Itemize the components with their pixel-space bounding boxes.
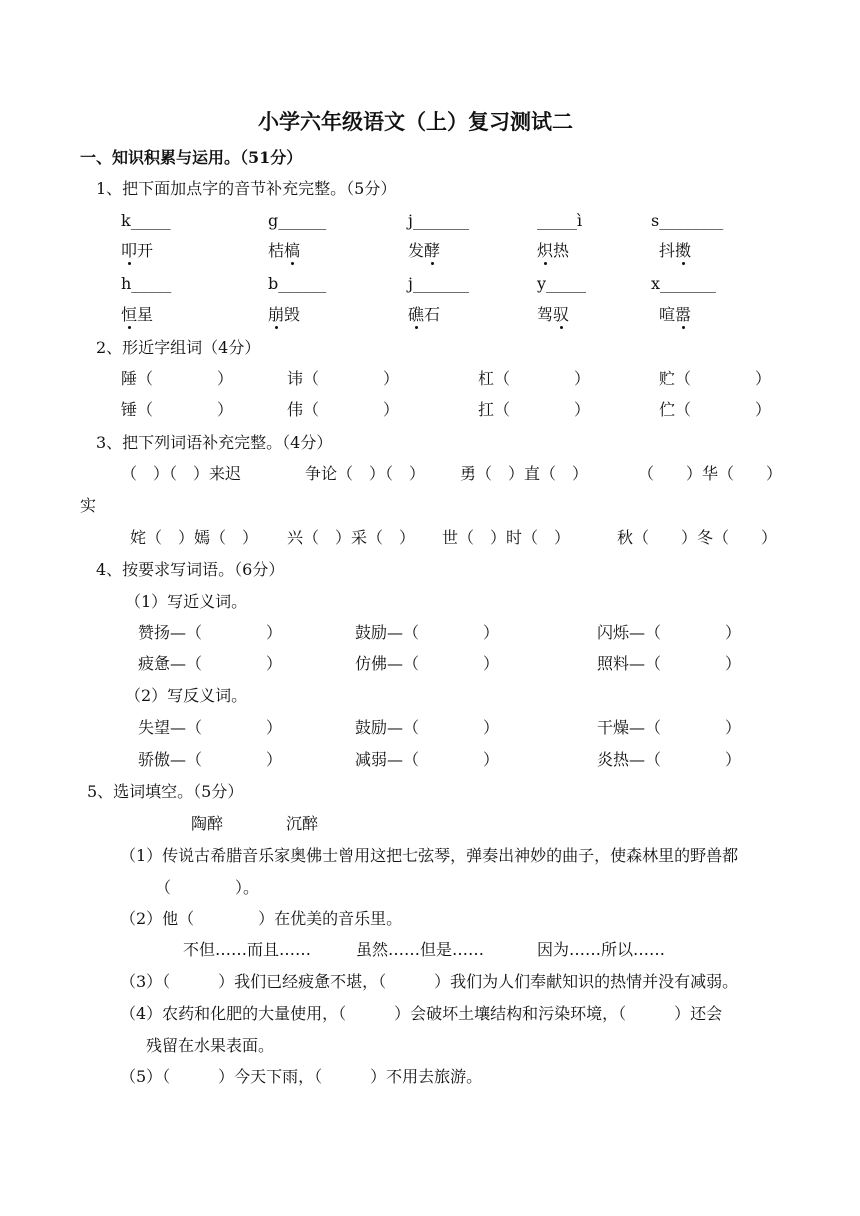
fill-item[interactable]: 扛（ ） [478, 400, 591, 419]
fill-item[interactable]: 勇（ ）直（ ） [460, 464, 589, 483]
dotted-char: 叩 [121, 241, 138, 260]
fill-item[interactable]: 照料—（ ） [597, 654, 742, 673]
fill-item[interactable]: 兴（ ）采（ ） [287, 528, 416, 547]
question-1-label: 1、把下面加点字的音节补充完整。（5分） [96, 179, 397, 198]
fill-item[interactable]: 炎热—（ ） [597, 750, 742, 769]
dotted-char: 槁 [284, 241, 301, 260]
word-choice: 不但……而且…… [183, 940, 312, 959]
pinyin-blank[interactable]: s________ [651, 211, 724, 230]
fill-item[interactable]: （ ）华（ ） [638, 464, 783, 483]
word-item: 礁石 [408, 305, 441, 324]
fill-item[interactable]: 疲惫—（ ） [138, 654, 283, 673]
pinyin-blank[interactable]: x_______ [651, 274, 717, 293]
pinyin-blank[interactable]: y_____ [537, 274, 587, 293]
dotted-char: 炽 [537, 241, 554, 260]
page-title: 小学六年级语文（上）复习测试二 [258, 109, 573, 134]
sentence: （1）传说古希腊音乐家奥佛士曾用这把七弦琴，弹奏出神妙的曲子，使森林里的野兽都 [120, 846, 739, 865]
fill-item[interactable]: 干燥—（ ） [597, 718, 742, 737]
word-item: 桔槁 [268, 241, 301, 260]
word-item: 抖擞 [659, 241, 692, 260]
word-item: 恒星 [121, 305, 154, 324]
pinyin-blank[interactable]: g______ [268, 211, 327, 230]
word-choice: 陶醉 [191, 814, 224, 833]
sub-label: （1）写近义词。 [125, 592, 248, 611]
dotted-char: 恒 [121, 305, 138, 324]
fill-item[interactable]: 杠（ ） [478, 369, 591, 388]
word-item: 喧嚣 [659, 305, 692, 324]
fill-item[interactable]: （ ）（ ）来迟 [121, 464, 242, 483]
dotted-char: 嚣 [675, 305, 692, 324]
fill-item[interactable]: 世（ ）时（ ） [442, 528, 571, 547]
word-item: 发酵 [408, 241, 441, 260]
word-choice: 沉醉 [286, 814, 319, 833]
question-3-label: 3、把下列词语补充完整。（4分） [96, 433, 333, 452]
sentence[interactable]: （5）（ ）今天下雨，（ ）不用去旅游。 [120, 1067, 483, 1086]
sub-label: （2）写反义词。 [125, 686, 248, 705]
sentence[interactable]: （4）农药和化肥的大量使用，（ ）会破坏土壤结构和污染环境，（ ）还会 [120, 1004, 723, 1023]
section-heading: 一、知识积累与运用。（51分） [80, 148, 303, 167]
sentence[interactable]: （3）（ ）我们已经疲惫不堪，（ ）我们为人们奉献知识的热情并没有减弱。 [120, 972, 739, 991]
fill-item[interactable]: 伟（ ） [287, 400, 400, 419]
fill-item[interactable]: 陲（ ） [121, 369, 234, 388]
fill-item[interactable]: 鼓励—（ ） [355, 623, 500, 642]
sentence[interactable]: （2）他（ ）在优美的音乐里。 [120, 909, 403, 928]
wrapped-text: 实 [80, 496, 97, 515]
dotted-char: 驭 [553, 305, 570, 324]
fill-item[interactable]: 减弱—（ ） [355, 750, 500, 769]
word-item: 崩毁 [268, 305, 301, 324]
pinyin-blank[interactable]: k_____ [121, 211, 171, 230]
word-item: 驾驭 [537, 305, 570, 324]
sentence: 残留在水果表面。 [146, 1036, 275, 1055]
fill-item[interactable]: 锤（ ） [121, 400, 234, 419]
word-choice: 虽然……但是…… [356, 940, 485, 959]
pinyin-blank[interactable]: h_____ [121, 274, 172, 293]
word-item: 叩开 [121, 241, 154, 260]
sentence-blank[interactable]: （ ）。 [155, 878, 260, 897]
fill-item[interactable]: 骄傲—（ ） [138, 750, 283, 769]
fill-item[interactable]: 伫（ ） [659, 400, 772, 419]
fill-item[interactable]: 失望—（ ） [138, 718, 283, 737]
word-item: 炽热 [537, 241, 570, 260]
fill-item[interactable]: 争论（ ）（ ） [305, 464, 426, 483]
dotted-char: 礁 [408, 305, 425, 324]
fill-item[interactable]: 仿佛—（ ） [355, 654, 500, 673]
question-4-label: 4、按要求写词语。（6分） [96, 560, 285, 579]
dotted-char: 酵 [424, 241, 441, 260]
fill-item[interactable]: 姹（ ）嫣（ ） [130, 528, 259, 547]
pinyin-blank[interactable]: j_______ [408, 274, 469, 293]
pinyin-blank[interactable]: b______ [268, 274, 327, 293]
fill-item[interactable]: 鼓励—（ ） [355, 718, 500, 737]
question-2-label: 2、形近字组词（4分） [96, 338, 261, 357]
pinyin-blank[interactable]: _____ì [537, 211, 583, 230]
fill-item[interactable]: 讳（ ） [287, 369, 400, 388]
word-choice: 因为……所以…… [537, 940, 666, 959]
dotted-char: 擞 [675, 241, 692, 260]
dotted-char: 崩 [268, 305, 285, 324]
fill-item[interactable]: 秋（ ）冬（ ） [617, 528, 778, 547]
fill-item[interactable]: 贮（ ） [659, 369, 772, 388]
fill-item[interactable]: 闪烁—（ ） [597, 623, 742, 642]
pinyin-blank[interactable]: j_______ [408, 211, 469, 230]
question-5-label: 5、选词填空。（5分） [87, 782, 244, 801]
fill-item[interactable]: 赞扬—（ ） [138, 623, 283, 642]
